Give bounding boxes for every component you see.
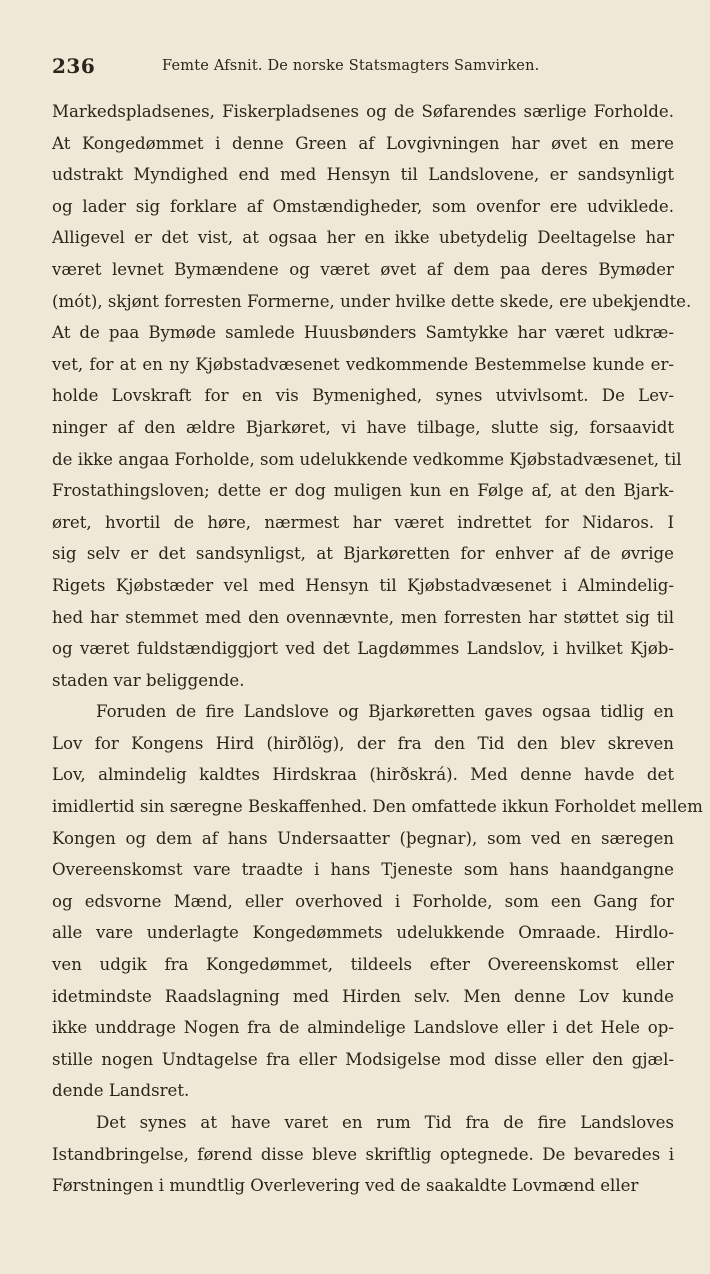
body-text (52, 96, 703, 1202)
text-line: sig selv er det sandsynligst, at Bjarkøretten for enhver af de øvrige (52, 544, 674, 564)
text-line: Lov, almindelig kaldtes Hirdskraa (hirðskrá). Med denne havde det (52, 765, 674, 785)
text-line: været levnet Bymændene og været øvet af dem paa deres Bymøder (52, 259, 674, 279)
text-line: Frostathingsloven; dette er dog muligen kun en Følge af, at den Bjark- (52, 481, 674, 501)
text-line: holde Lovskraft for en vis Bymenighed, synes utvivlsomt. De Lev- (52, 386, 674, 406)
text-line: Foruden de fire Landslove og Bjarkøretten gaves ogsaa tidlig en (96, 702, 674, 722)
text-line: Lov for Kongens Hird (hirðlög), der fra den Tid den blev skreven (52, 733, 674, 753)
text-line: dende Landsret. (52, 1081, 190, 1101)
text-line: hed har stemmet med den ovennævnte, men forresten har støttet sig til (52, 607, 674, 627)
text-line: At Kongedømmet i denne Green af Lovgivningen har øvet en mere (52, 133, 674, 153)
paragraph (52, 696, 703, 1107)
text-line: stille nogen Undtagelse fra eller Modsigelse mod disse eller den gjæl- (52, 1049, 674, 1069)
text-line: de ikke angaa Forholde, som udelukkende vedkomme Kjøbstadvæsenet, til (52, 449, 682, 469)
text-line: og lader sig forklare af Omstændigheder, som ovenfor ere udviklede. (52, 196, 674, 216)
text-line: Kongen og dem af hans Undersaatter (þegnar), som ved en særegen (52, 828, 674, 848)
text-line: Overeenskomst vare traadte i hans Tjeneste som hans haandgangne (52, 860, 674, 880)
text-line: (mót), skjønt forresten Formerne, under hvilke dette skede, ere ubekjendte. (52, 291, 692, 311)
page-header (52, 54, 672, 82)
text-line: Det synes at have varet en rum Tid fra de fire Landsloves (96, 1113, 674, 1132)
paragraph (52, 96, 692, 696)
text-line: ikke unddrage Nogen fra de almindelige Landslove eller i det Hele op- (52, 1018, 674, 1038)
text-line: og været fuldstændiggjort ved det Lagdømmes Landslov, i hvilket Kjøb- (52, 639, 674, 659)
text-line: øret, hvortil de høre, nærmest har været indrettet for Nidaros. I (52, 512, 674, 532)
text-line: Førstningen i mundtlig Overlevering ved de saakaldte Lovmænd eller (52, 1176, 639, 1196)
text-line: imidlertid sin særegne Beskaffenhed. Den omfattede ikkun Forholdet mellem (52, 797, 703, 817)
text-line: Istandbringelse, førend disse bleve skriftlig optegnede. De bevaredes i (52, 1144, 674, 1164)
text-line: og edsvorne Mænd, eller overhoved i Forholde, som een Gang for (52, 891, 674, 911)
text-line: Markedspladsenes, Fiskerpladsenes og de Søfarendes særlige Forholde. (52, 102, 674, 121)
text-line: ninger af den ældre Bjarkøret, vi have tilbage, slutte sig, forsaavidt (52, 417, 674, 437)
text-line: ven udgik fra Kongedømmet, tildeels efter Overeenskomst eller (52, 955, 674, 975)
text-line: Alligevel er det vist, at ogsaa her en ikke ubetydelig Deeltagelse har (52, 228, 674, 248)
page-number: 236 (52, 54, 96, 78)
text-line: vet, for at en ny Kjøbstadvæsenet vedkommende Bestemmelse kunde er- (52, 354, 674, 374)
text-line: alle vare underlagte Kongedømmets udelukkende Omraade. Hirdlo- (52, 923, 674, 943)
text-line: Rigets Kjøbstæder vel med Hensyn til Kjøbstadvæsenet i Almindelig- (52, 575, 674, 595)
text-line: udstrakt Myndighed end med Hensyn til Landslovene, er sandsynligt (52, 165, 674, 185)
text-line: idetmindste Raadslagning med Hirden selv. Men denne Lov kunde (52, 986, 674, 1006)
running-title: Femte Afsnit. De norske Statsmagters Samvirken. (162, 58, 540, 74)
text-line: staden var beliggende. (52, 670, 245, 690)
text-line: At de paa Bymøde samlede Huusbønders Samtykke har været udkræ- (52, 323, 674, 343)
paragraph (52, 1107, 674, 1202)
